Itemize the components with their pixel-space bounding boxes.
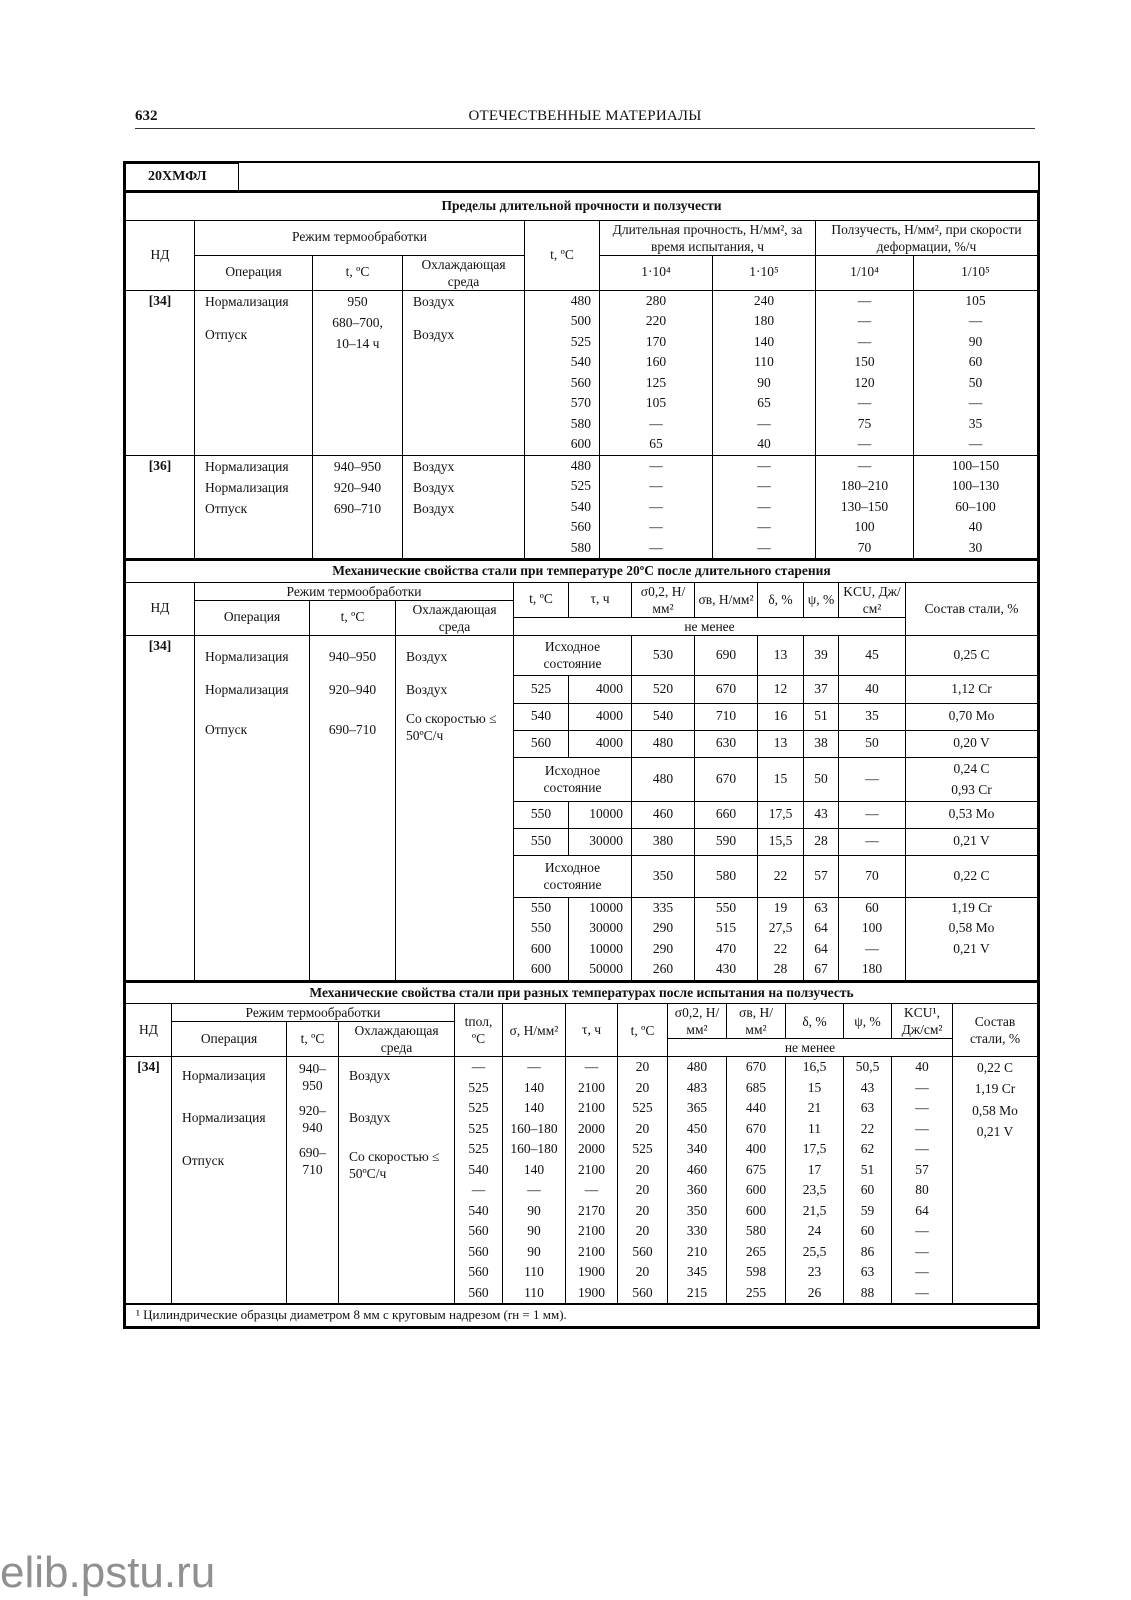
medium: Воздух [413, 293, 455, 309]
table-row: 600 10000 290 470 22 64 — 0,21 V [126, 939, 1038, 960]
page-header [135, 106, 1035, 129]
treatment-temp: 920–940 [299, 1103, 326, 1135]
table-row: 580 — — 70 30 [126, 538, 1038, 559]
col-1e4: 1·10⁴ [600, 255, 713, 290]
operation: Нормализация [205, 648, 289, 664]
initial-state: Исходное состояние [514, 635, 632, 675]
treatment-temp: 950 [347, 293, 368, 309]
treatment-temp: 920–940 [333, 479, 382, 495]
table-row: 525 160–180 2000 20 450 670 11 22 — [126, 1119, 1038, 1140]
table-row: 570 105 65 — — [126, 393, 1038, 414]
col-medium: Охлаждающая среда [396, 600, 514, 635]
treatment-temp: 920–940 [328, 681, 377, 697]
cell: 105 [914, 290, 1038, 311]
col-creep-temp: tпол, ºС [455, 1004, 503, 1057]
table-row: 550 10000 335 550 19 63 60 1,19 Cr [126, 897, 1038, 918]
operation: Отпуск [205, 722, 248, 738]
initial-state: Исходное состояние [514, 757, 632, 801]
table-row: [34] Нормализация Нормализация Отпуск 940–950 920–940 690–710 Воздух Воздух Со скоростью ≤ 50ºС/ч Исходное состояние 530 690 13 39 45 0,25 C [126, 635, 1038, 675]
medium: Воздух [406, 648, 448, 664]
table-row: [34] Нормализация Нормализация Отпуск 940–950 920–940 690–710 Воздух Воздух Со скоростью ≤ 50ºС/ч — — — 20 480 670 16,5 50,5 40 0,22 C 1,19 Cr 0,58 Mo 0,21 V [126, 1057, 1038, 1078]
table-row: 560 125 90 120 50 [126, 373, 1038, 394]
cell: 240 [713, 290, 816, 311]
running-title: ОТЕЧЕСТВЕННЫЕ МАТЕРИАЛЫ [468, 108, 702, 124]
col-operation: Операция [195, 600, 310, 635]
operation: Нормализация [205, 479, 289, 495]
treatment-temp: 690–710 [333, 501, 382, 517]
table-row: Исходное состояние 350 580 22 57 70 0,22 C [126, 855, 1038, 897]
treatment-temp: 680–700, 10–14 ч [332, 314, 383, 352]
table-row: 580 — — 75 35 [126, 414, 1038, 435]
col-stress: σ, Н/мм² [503, 1004, 566, 1057]
col-tau: τ, ч [569, 582, 632, 617]
operation: Отпуск [205, 501, 248, 517]
medium: Воздух [349, 1110, 391, 1126]
section-creep-test-properties [125, 981, 1038, 1327]
col-tau: τ, ч [566, 1004, 618, 1057]
operation: Отпуск [182, 1152, 225, 1168]
footnote: ¹ Цилиндрические образцы диаметром 8 мм с круговым надрезом (rн = 1 мм). [126, 1304, 1038, 1326]
medium: Воздух [406, 681, 448, 697]
composition: 0,58 Mo [972, 1102, 1018, 1118]
col-rate-1e4: 1/10⁴ [816, 255, 914, 290]
table-row: 560 110 1900 560 215 255 26 88 — [126, 1283, 1038, 1305]
table-row: 540 — — 130–150 60–100 [126, 497, 1038, 518]
treatment-temp: 940–950 [333, 458, 382, 474]
medium: Воздух [413, 479, 455, 495]
table-row: 600 65 40 — — [126, 434, 1038, 455]
table-row: 560 90 2100 20 330 580 24 60 — [126, 1221, 1038, 1242]
nd-ref: [34] [126, 635, 195, 980]
table-row: 550 30000 290 515 27,5 64 100 0,58 Mo [126, 918, 1038, 939]
grade-label: 20ХМФЛ [126, 164, 239, 191]
nd-ref: [36] [126, 455, 195, 559]
table-row: 560 4000 480 630 13 38 50 0,20 V [126, 730, 1038, 757]
col-rate-1e5: 1/10⁵ [914, 255, 1038, 290]
col-medium: Охлаждающая среда [339, 1022, 455, 1057]
table-row: 600 50000 260 430 28 67 180 [126, 959, 1038, 980]
min-label: не менее [514, 617, 906, 635]
table-row: 560 90 2100 560 210 265 25,5 86 — [126, 1242, 1038, 1263]
cell: 480 [525, 290, 600, 311]
col-tensile: σв, Н/мм² [695, 582, 758, 617]
medium: Воздух [413, 458, 455, 474]
table-row: 540 90 2170 20 350 600 21,5 59 64 [126, 1201, 1038, 1222]
col-temp: t, ºС [287, 1022, 339, 1057]
table-row: 525 160–180 2000 525 340 400 17,5 62 — [126, 1139, 1038, 1160]
section-title: Механические свойства стали при разных температурах после испытания на ползучесть [126, 982, 1038, 1004]
table-row: 540 160 110 150 60 [126, 352, 1038, 373]
col-composition: Состав стали, % [906, 582, 1038, 635]
nd-ref: [34] [126, 290, 195, 455]
treatment-temp: 690–710 [328, 722, 377, 738]
table-row: Исходное состояние 480 670 15 50 — 0,24 C 0,93 Cr [126, 757, 1038, 801]
col-reduction: ψ, % [804, 582, 839, 617]
table-row: [36] Нормализация Нормализация Отпуск 940–950 920–940 690–710 Воздух Воздух Воздух 480 — — — 100–150 [126, 455, 1038, 476]
page-number: 632 [135, 108, 158, 124]
composition: 0,22 C [976, 1060, 1013, 1075]
operation: Нормализация [182, 1068, 266, 1083]
cell: 280 [600, 290, 713, 311]
steel-properties-table [123, 161, 1040, 1329]
table-row: 550 30000 380 590 15,5 28 — 0,21 V [126, 828, 1038, 855]
operation: Нормализация [182, 1110, 266, 1126]
col-elongation: δ, % [786, 1004, 844, 1039]
col-yield: σ0,2, Н/мм² [632, 582, 695, 617]
col-long-strength: Длительная прочность, Н/мм², за время испытания, ч [600, 220, 816, 255]
table-row: 525 — — 180–210 100–130 [126, 476, 1038, 497]
col-1e5: 1·10⁵ [713, 255, 816, 290]
section-aging-properties [125, 559, 1038, 981]
col-test-temp: t, ºС [525, 220, 600, 290]
treatment-temp: 940–950 [299, 1061, 326, 1093]
table-row: 500 220 180 — — [126, 311, 1038, 332]
table-row: 540 4000 540 710 16 51 35 0,70 Mo [126, 703, 1038, 730]
col-operation: Операция [172, 1022, 287, 1057]
operation: Нормализация [205, 293, 289, 309]
table-row [126, 290, 1038, 311]
table-row: 525 140 2100 20 483 685 15 43 — [126, 1078, 1038, 1099]
col-mode: Режим термообработки [195, 582, 514, 600]
treatment-temp: 940–950 [328, 648, 377, 664]
operation: Нормализация [205, 458, 289, 474]
operation: Отпуск [205, 326, 248, 342]
watermark: elib.pstu.ru [0, 1548, 216, 1597]
col-test-temp: t, ºС [514, 582, 569, 617]
col-kcu: KCU¹, Дж/см² [892, 1004, 953, 1039]
col-medium: Охлаждающая среда [403, 255, 525, 290]
col-temp: t, ºС [313, 255, 403, 290]
col-nd: НД [126, 582, 195, 635]
col-operation: Операция [195, 255, 313, 290]
section-creep-strength [125, 191, 1038, 559]
col-reduction: ψ, % [844, 1004, 892, 1039]
nd-ref: [34] [126, 1057, 172, 1305]
table-row: 525 170 140 — 90 [126, 332, 1038, 353]
section-title: Механические свойства стали при температуре 20ºС после длительного старения [126, 560, 1038, 582]
cell: — [816, 290, 914, 311]
treatment-temp: 690–710 [299, 1145, 326, 1177]
composition: 0,21 V [976, 1123, 1014, 1139]
col-temp: t, ºС [310, 600, 396, 635]
col-yield: σ0,2, Н/мм² [668, 1004, 727, 1039]
medium: Воздух [413, 501, 455, 517]
table-row: 550 10000 460 660 17,5 43 — 0,53 Mo [126, 801, 1038, 828]
col-kcu: KCU, Дж/см² [839, 582, 906, 617]
operation: Нормализация [205, 681, 289, 697]
grade-row [125, 163, 1038, 191]
col-elongation: δ, % [758, 582, 804, 617]
col-nd: НД [126, 220, 195, 290]
table-row: 525 4000 520 670 12 37 40 1,12 Cr [126, 675, 1038, 703]
section-title: Пределы длительной прочности и ползучести [126, 192, 1038, 220]
medium: Со скоростью ≤ 50ºС/ч [406, 711, 497, 744]
medium: Со скоростью ≤ 50ºС/ч [349, 1148, 440, 1181]
min-label: не менее [668, 1039, 953, 1057]
col-nd: НД [126, 1004, 172, 1057]
medium: Воздух [349, 1068, 391, 1083]
table-row: 525 140 2100 525 365 440 21 63 — [126, 1098, 1038, 1119]
col-test-temp: t, ºС [618, 1004, 668, 1057]
col-creep: Ползучесть, Н/мм², при скорости деформации, %/ч [816, 220, 1038, 255]
col-tensile: σв, Н/мм² [727, 1004, 786, 1039]
initial-state: Исходное состояние [514, 855, 632, 897]
col-mode: Режим термообработки [195, 220, 525, 255]
table-row: 540 140 2100 20 460 675 17 51 57 [126, 1160, 1038, 1181]
medium: Воздух [413, 326, 455, 342]
composition: 1,19 Cr [974, 1081, 1016, 1097]
table-row: 560 — — 100 40 [126, 517, 1038, 538]
table-row: — — — 20 360 600 23,5 60 80 [126, 1180, 1038, 1201]
col-composition: Состав стали, % [953, 1004, 1038, 1057]
col-mode: Режим термообработки [172, 1004, 455, 1022]
table-row: 560 110 1900 20 345 598 23 63 — [126, 1262, 1038, 1283]
